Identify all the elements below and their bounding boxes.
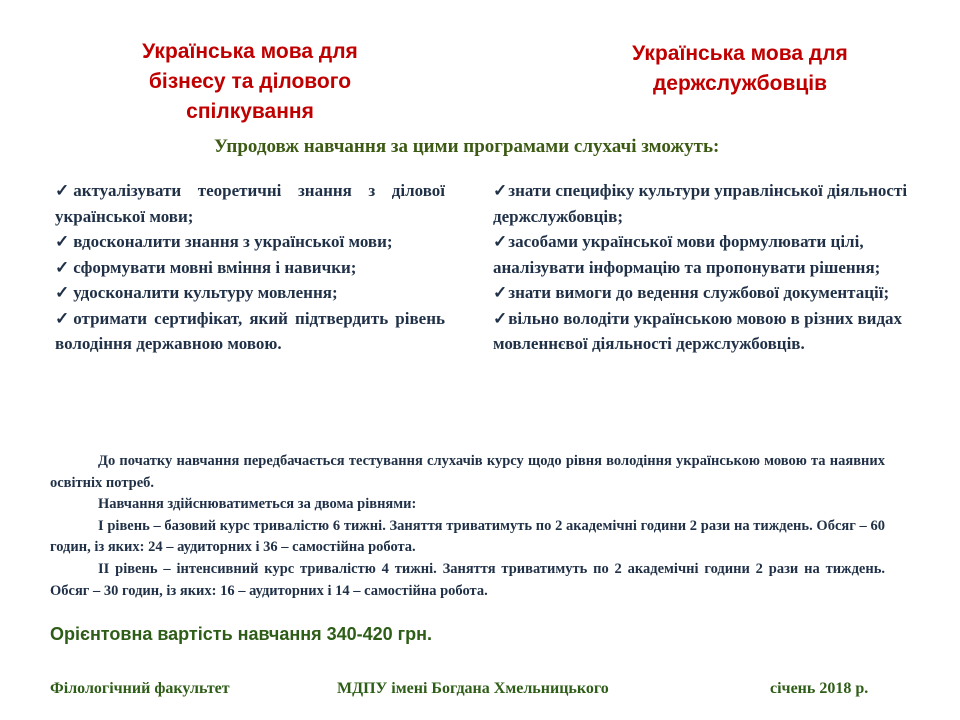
list-item [493, 229, 933, 280]
list-item-text: отримати сертифікат, який підтвердить рівень володіння державною мовою. [55, 308, 445, 353]
program-title-business-line-3: спілкування [186, 100, 314, 123]
list-item-text: знати вимоги до ведення службової документації; [508, 283, 890, 302]
program-title-civil-servants [580, 39, 900, 99]
list-item [55, 178, 445, 229]
check-icon: ✓ [493, 308, 508, 328]
check-icon: ✓ [55, 181, 70, 200]
check-icon: ✓ [55, 257, 70, 277]
list-item-text: вдосконалити знання з української мови; [73, 232, 393, 251]
footer-university: МДПУ імені Богдана Хмельницького [337, 680, 609, 697]
list-item-text: засобами української мови формулювати цілі, аналізувати інформацію та пропонувати рішення; [493, 232, 881, 277]
program-title-civil-servants-line-2: держслужбовців [652, 72, 828, 95]
price-note: Орієнтовна вартість навчання 340-420 грн. [50, 624, 433, 644]
program-title-business-line-2: бізнесу та ділового [148, 70, 352, 93]
list-item [493, 280, 933, 306]
check-icon: ✓ [55, 232, 70, 251]
testing-paragraph: До початку навчання передбачається тестування слухачів курсу щодо рівня володіння українською мовою та наявних освітніх потреб. [50, 453, 885, 491]
list-item-text: удосконалити культуру мовлення; [73, 283, 338, 302]
course-description [50, 451, 885, 602]
list-item [55, 255, 445, 281]
check-icon: ✓ [493, 283, 508, 302]
level-2-paragraph: ІІ рівень – інтенсивний курс тривалістю 4 тижні. Заняття триватимуть по 2 академічні години 2 рази на тиждень. Обсяг – 30 годин, із яких: 16 – аудиторних і 14 – самостійна робота. [50, 560, 885, 599]
check-icon: ✓ [493, 181, 508, 200]
program-title-business [90, 37, 410, 127]
list-item-text: вільно володіти українською мовою в різних видах мовленнєвої діяльності держслужбовців. [493, 308, 903, 353]
list-item-text: актуалізувати теоретичні знання з ділової української мови; [55, 181, 445, 226]
list-item [493, 178, 933, 229]
list-item [493, 306, 933, 357]
business-outcomes-list [55, 178, 445, 357]
check-icon: ✓ [493, 232, 508, 251]
civil-servant-outcomes-list [493, 178, 933, 357]
footer-date: січень 2018 р. [770, 680, 869, 697]
check-icon: ✓ [55, 308, 70, 328]
list-item-text: знати специфіку культури управлінської діяльності держслужбовців; [493, 181, 908, 226]
level-1-paragraph: І рівень – базовий курс тривалістю 6 тижні. Заняття триватимуть по 2 академічні години 2 рази на тиждень. Обсяг – 60 годин, із яких: 24 – аудиторних і 36 – самостійна робота. [50, 517, 885, 556]
list-item-text: сформувати мовні вміння і навички; [73, 257, 357, 277]
list-item [55, 229, 445, 255]
levels-intro-paragraph: Навчання здійснюватиметься за двома рівнями: [98, 496, 417, 513]
footer-faculty: Філологічний факультет [50, 680, 230, 697]
list-item [55, 306, 445, 357]
program-title-civil-servants-line-1: Українська мова для [632, 42, 848, 65]
outcomes-heading: Упродовж навчання за цими програмами слухачі зможуть: [214, 136, 720, 157]
check-icon: ✓ [55, 283, 70, 302]
program-title-business-line-1: Українська мова для [142, 40, 358, 63]
list-item [55, 280, 445, 306]
